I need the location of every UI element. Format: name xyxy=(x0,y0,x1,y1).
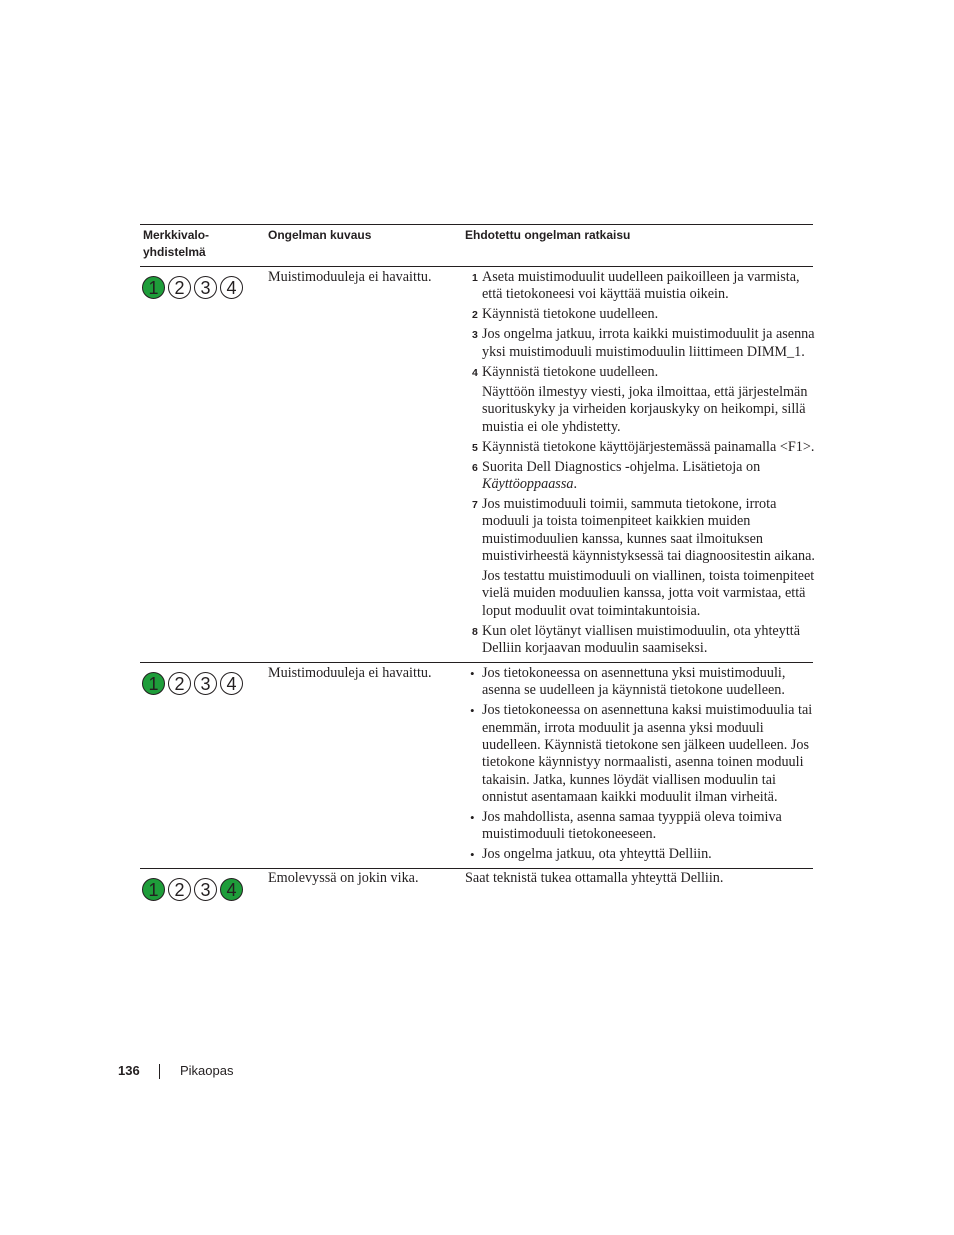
led-2-icon: 2 xyxy=(168,672,191,695)
solution-step xyxy=(465,364,815,381)
row-rule xyxy=(140,868,813,869)
bullet-icon: • xyxy=(470,809,475,825)
step-number: 8 xyxy=(472,625,478,638)
header-suggested-solution: Ehdotettu ongelman ratkaisu xyxy=(465,228,631,242)
step-number: 4 xyxy=(472,366,478,379)
bullet-text: Jos mahdollista, asenna samaa tyyppiä oleva toimiva muistimoduuli tietokoneeseen. xyxy=(482,808,782,843)
led-2-icon: 2 xyxy=(168,878,191,901)
page-number: 136 xyxy=(118,1063,140,1078)
header-problem-description: Ongelman kuvaus xyxy=(268,228,372,242)
solution-step xyxy=(465,269,815,304)
solution-bullet xyxy=(465,846,815,863)
footer-divider xyxy=(159,1064,160,1079)
solution-bullet xyxy=(465,809,815,844)
step-text: Jos ongelma jatkuu, irrota kaikki muistimoduulit ja asenna yksi muistimoduuli muistimoduulin liittimeen DIMM_1. xyxy=(482,326,815,360)
step-text: Jos muistimoduuli toimii, sammuta tietokone, irrota moduuli ja toista toimenpiteet kaikkien muiden muistimoduulien kanssa, kunnes saat ilmoituksen muistivirheestä käynnistyksessä tai diagnoositestin aikana. xyxy=(482,496,815,565)
step-number: 1 xyxy=(472,272,478,284)
step-text: Suorita Dell Diagnostics -ohjelma. Lisätietoja on xyxy=(482,458,761,475)
led-2-icon: 2 xyxy=(168,276,191,299)
header-led-line1: Merkkivalo- xyxy=(143,228,210,242)
header-led-line2: yhdistelmä xyxy=(143,245,206,259)
led-indicator-row-2 xyxy=(142,672,243,697)
led-1-icon: 1 xyxy=(142,276,165,299)
row-rule xyxy=(140,662,813,663)
solution-step xyxy=(465,459,815,494)
led-indicator-row-3 xyxy=(142,878,243,903)
step-number: 5 xyxy=(472,441,478,454)
table-top-rule xyxy=(140,224,813,225)
led-4-icon: 4 xyxy=(220,672,243,695)
problem-description-row-1: Muistimoduuleja ei havaittu. xyxy=(268,269,432,285)
solution-row-1 xyxy=(465,269,815,660)
solution-step xyxy=(465,439,815,456)
led-1-icon: 1 xyxy=(142,672,165,695)
solution-row-3: Saat teknistä tukea ottamalla yhteyttä Delliin. xyxy=(465,870,724,886)
step-note: Näyttöön ilmestyy viesti, joka ilmoittaa, että järjestelmän suorituskyky ja virheiden korjauskyky on heikompi, sillä muistia ei ole yhdistetty. xyxy=(482,383,808,435)
step-number: 2 xyxy=(472,309,478,322)
bullet-text: Jos tietokoneessa on asennettuna yksi muistimoduuli, asenna se uudelleen ja käynnistä tietokone uudelleen. xyxy=(482,665,786,699)
bullet-icon: • xyxy=(470,666,475,681)
step-number: 3 xyxy=(472,329,478,342)
led-3-icon: 3 xyxy=(194,276,217,299)
step-text: Aseta muistimoduulit uudelleen paikoilleen ja varmista, että tietokoneesi voi käyttää muistia oikein. xyxy=(482,269,800,303)
led-1-icon: 1 xyxy=(142,878,165,901)
led-4-icon: 4 xyxy=(220,878,243,901)
step-text: Käynnistä tietokone uudelleen. xyxy=(482,363,659,380)
bullet-text: Jos ongelma jatkuu, ota yhteyttä Delliin. xyxy=(482,846,712,863)
header-led-combination xyxy=(143,227,209,261)
led-indicator-row-1 xyxy=(142,276,243,301)
led-3-icon: 3 xyxy=(194,878,217,901)
solution-bullet xyxy=(465,665,815,700)
header-rule xyxy=(140,266,813,267)
bullet-icon: • xyxy=(470,847,475,863)
step-note: Jos testattu muistimoduuli on viallinen, toista toimenpiteet vielä muiden moduulien kanssa, jotta voit varmistaa, että loput moduulit ovat toimintakuntoisia. xyxy=(482,568,815,619)
manual-reference: Käyttöoppaassa xyxy=(482,476,574,493)
problem-description-row-3: Emolevyssä on jokin vika. xyxy=(268,870,419,886)
solution-step xyxy=(465,326,815,361)
led-3-icon: 3 xyxy=(194,672,217,695)
solution-step xyxy=(465,496,815,565)
solution-bullet xyxy=(465,702,815,806)
bullet-icon: • xyxy=(470,703,475,719)
solution-row-2 xyxy=(465,665,815,866)
step-text: Käynnistä tietokone uudelleen. xyxy=(482,306,659,323)
bullet-text: Jos tietokoneessa on asennettuna kaksi muistimoduulia tai enemmän, irrota moduulit ja asenna yksi moduuli uudelleen. Käynnistä tietokone sen jälkeen uudelleen. Jos tietokone käynnistyy normaalisti, asenna toinen moduuli takaisin. Jatka, kunnes löydät viallisen moduulin tai onnistut asentamaan kaikki moduulit ilman virheitä. xyxy=(482,702,813,805)
step-number: 6 xyxy=(472,461,478,474)
step-text: Käynnistä tietokone käyttöjärjestemässä painamalla <F1>. xyxy=(482,438,815,455)
problem-description-row-2: Muistimoduuleja ei havaittu. xyxy=(268,665,432,681)
footer-title: Pikaopas xyxy=(180,1063,234,1078)
step-text-end: . xyxy=(573,476,577,493)
solution-step xyxy=(465,306,815,323)
solution-step xyxy=(465,623,815,658)
led-4-icon: 4 xyxy=(220,276,243,299)
step-number: 7 xyxy=(472,499,478,512)
step-text: Kun olet löytänyt viallisen muistimoduulin, ota yhteyttä Delliin korjaavan moduulin saamiseksi. xyxy=(482,622,800,657)
